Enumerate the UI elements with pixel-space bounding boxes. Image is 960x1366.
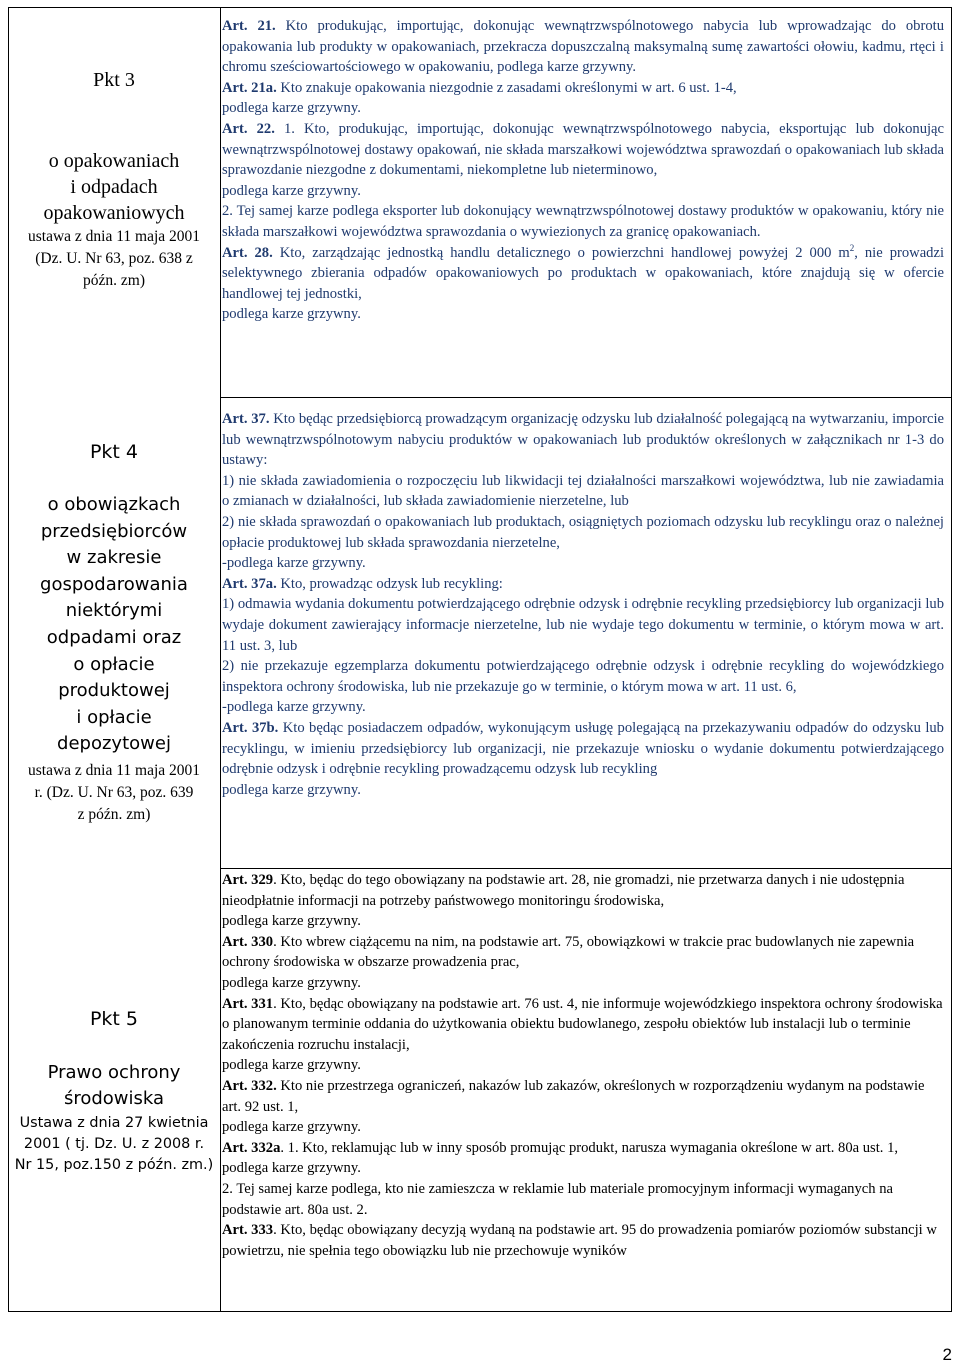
pkt4-citation: ustawa z dnia 11 maja 2001 r. (Dz. U. Nr 63, poz. 639 z późn. zm): [27, 761, 201, 823]
pkt3-title: o opakowaniach i odpadach opakowaniowych: [43, 150, 185, 224]
pkt3-block: [10, 68, 218, 292]
row-divider-1: [220, 397, 951, 398]
pkt4-heading: Pkt 4: [89, 441, 139, 463]
art-37b: Art. 37b. Kto będąc posiadaczem odpadów, wykonującym usługę polegającą na przekazywaniu odpadów do odzysku lub recyklingu, w imieniu przedsiębiorcy lub organizacji, nie przekazuje wniosku o wydanie dokumentu potwierdzającego odrębnie odzysk i odrębnie recykling prowadzącemu odzysk lub recykling: [222, 719, 944, 778]
pkt3-citation: ustawa z dnia 11 maja 2001 (Dz. U. Nr 63, poz. 638 z późn. zm): [27, 228, 201, 289]
pkt5-articles: Art. 329. Kto, będąc do tego obowiązany na podstawie art. 28, nie gromadzi, nie przetwarza danych i nie udostępnia nieodpłatnie informacji na potrzeby państwowego monitoringu środowiska, podlega karze grzywny. Art. 330. Kto wbrew ciążącemu na nim, na podstawie art. 75, obowiązkowi w trakcie prac budowlanych nie zapewnia ochrony środowiska w obszarze prowadzenia prac, podlega karze grzywny. Art. 331. Kto, będąc obowiązany na podstawie art. 76 ust. 4, nie informuje wojewódzkiego inspektora ochrony środowiska o planowanym terminie oddania do użytkowania obiektu budowlanego, zespołu obiektów lub instalacji lub o terminie zakończenia rozruchu instalacji, podlega karze grzywny. Art. 332. Kto nie przestrzega ograniczeń, nakazów lub zakazów, określonych w rozporządzeniu wydanym na podstawie art. 92 ust. 1, podlega karze grzywny. Art. 332a. 1. Kto, reklamując lub w inny sposób promując produkt, narusza wymagania określone w art. 80a ust. 1, podlega karze grzywny. 2. Tej samej karze podlega, kto nie zamieszcza w reklamie lub materiale promocyjnym informacji wymaganych na podstawie art. 80a ust. 2. Art. 333. Kto, będąc obowiązany decyzją wydaną na podstawie art. 95 do prowadzenia pomiarów poziomów substancji w powietrzu, nie spełnia tego obowiązku lub nie przechowuje wyników: [222, 870, 944, 1261]
art-333: Art. 333. Kto, będąc obowiązany decyzją wydaną na podstawie art. 95 do prowadzenia pomiarów poziomów substancji w powietrzu, nie spełnia tego obowiązku lub nie przechowuje wyników: [222, 1222, 937, 1259]
column-divider: [220, 8, 221, 1311]
pkt5-title: Prawo ochrony środowiska: [47, 1062, 181, 1109]
pkt4-title: o obowiązkach przedsiębiorców w zakresie gospodarowania niektórymi odpadami oraz o opłacie produktowej i opłacie depozytowej: [40, 494, 188, 755]
art-21a: Art. 21a. Kto znakuje opakowania niezgodnie z zasadami określonymi w art. 6 ust. 1-4, podlega karze grzywny.: [222, 79, 737, 117]
art-37a: Art. 37a. Kto, prowadząc odzysk lub recykling:: [222, 575, 503, 592]
pkt5-heading: Pkt 5: [89, 1008, 139, 1030]
art-332: Art. 332. Kto nie przestrzega ograniczeń, nakazów lub zakazów, określonych w rozporządzeniu wydanym na podstawie art. 92 ust. 1,: [222, 1077, 925, 1115]
pkt5-citation: Ustawa z dnia 27 kwietnia 2001 ( tj. Dz. U. z 2008 r. Nr 15, poz.150 z późn. zm.): [14, 1115, 214, 1173]
art-330: Art. 330. Kto wbrew ciążącemu na nim, na podstawie art. 75, obowiązkowi w trakcie prac budowlanych nie zapewnia ochrony środowiska w obszarze prowadzenia prac,: [222, 933, 915, 971]
pkt3-articles: Art. 21. Kto produkując, importując, dokonując wewnątrzwspólnotowego nabycia lub wprowadzając do obrotu opakowania lub produkty w opakowaniach, przekracza dopuszczalną maksymalną sumę zawartości ołowiu, kadmu, rtęci i chromu sześciowartościowego w opakowaniu, podlega karze grzywny. Art. 21a. Kto znakuje opakowania niezgodnie z zasadami określonymi w art. 6 ust. 1-4, podlega karze grzywny. Art. 22. 1. Kto, produkując, importując, dokonując wewnątrzwspólnotowego nabycia, eksportując lub dokonując wewnątrzwspólnotowej dostawy opakowań, nie składa marszałkowi województwa sprawozdań o opakowaniach lub składa sprawozdanie niezgodne z dokumentami, niekompletne lub nieterminowo, podlega karze grzywny. 2. Tej samej karze podlega eksporter lub dokonujący wewnątrzwspólnotowej dostawy produktów w opakowaniu, który nie składa marszałkowi województwa sprawozdania o wywiezionych za granicę opakowaniach. Art. 28. Kto, zarządzając jednostką handlu detalicznego o powierzchni handlowej powyżej 2 000 $m^2$, nie prowadzi selektywnego zbierania odpadów opakowaniowych po produktach w opakowaniach, które znajdują się w ofercie handlowej tej jednostki, podlega karze grzywny.: [222, 18, 944, 323]
pkt4-articles: Art. 37. Kto będąc przedsiębiorcą prowadzącym organizację odzysku lub działalność polegającą na wytwarzaniu, imporcie lub wewnątrzwspólnotowym nabyciu produktów w opakowaniach lub produktów określonych w załącznikach nr 1-3 do ustawy: 1) nie składa zawiadomienia o rozpoczęciu lub likwidacji tej działalności marszałkowi województwa, lub nie zawiadamia o zmianach w działalności, lub składa zawiadomienie nierzetelne, lub 2) nie składa sprawozdań o opakowaniach lub produktach, osiągniętych poziomach odzysku lub recyklingu oraz o należnej opłacie produktowej lub składa sprawozdania nierzetelne, -podlega karze grzywny. Art. 37a. Kto, prowadząc odzysk lub recykling: 1) odmawia wydania dokumentu potwierdzającego odrębnie odzysk i odrębnie recykling przedsiębiorcy lub organizacji lub wydaje dokument zawierający informacje nierzetelne, lub nie wydaje tego dokumentu w terminie, o którym mowa w art. 11 ust. 3, lub 2) nie przekazuje egzemplarza dokumentu potwierdzającego odrębnie odzysk i odrębnie recykling do wojewódzkiego inspektora ochrony środowiska, lub nie przekazuje go w terminie, o którym mowa w art. 11 ust. 6, -podlega karze grzywny. Art. 37b. Kto będąc posiadaczem odpadów, wykonującym usługę polegającą na przekazywaniu odpadów do odzysku lub recyklingu, w imieniu przedsiębiorcy lub organizacji, nie przekazuje wniosku o wydanie dokumentu potwierdzającego odrębnie odzysk i odrębnie recykling prowadzącemu odzysk lub recykling podlega karze grzywny.: [222, 411, 945, 798]
row-divider-2: [220, 868, 951, 869]
art-329: Art. 329. Kto, będąc do tego obowiązany na podstawie art. 28, nie gromadzi, nie przetwarza danych i nie udostępnia nieodpłatnie informacji na potrzeby państwowego monitoringu środowiska,: [222, 872, 905, 909]
art-22: Art. 22. 1. Kto, produkując, importując, dokonując wewnątrzwspólnotowego nabycia, eksportując lub dokonując wewnątrzwspólnotowej dostawy opakowań, nie składa marszałkowi województwa sprawozdań o opakowaniach lub składa sprawozdanie niezgodne z dokumentami, niekompletne lub nieterminowo,: [222, 120, 944, 179]
art-332a: Art. 332a. 1. Kto, reklamując lub w inny sposób promując produkt, narusza wymagania określone w art. 80a ust. 1,: [222, 1139, 899, 1156]
art-22-ust-2: 2. Tej samej karze podlega eksporter lub dokonujący wewnątrzwspólnotowej dostawy produktów w opakowaniu, który nie składa marszałkowi województwa sprawozdania o wywiezionych za granicę opakowaniach.: [222, 203, 944, 240]
page-number: 2: [942, 1345, 952, 1364]
pkt3-heading: Pkt 3: [93, 69, 135, 91]
art-37: Art. 37. Kto będąc przedsiębiorcą prowadzącym organizację odzysku lub działalność polegającą na wytwarzaniu, imporcie lub wewnątrzwspólnotowym nabyciu produktów w opakowaniach lub produktów określonych w załącznikach nr 1-3 do ustawy:: [222, 411, 945, 469]
art-21: Art. 21. Kto produkując, importując, dokonując wewnątrzwspólnotowego nabycia lub wprowadzając do obrotu opakowania lub produkty w opakowaniach, przekracza dopuszczalną maksymalną sumę zawartości ołowiu, kadmu, rtęci i chromu sześciowartościowego w opakowaniu, podlega karze grzywny.: [222, 18, 944, 76]
art-28: Art. 28. Kto, zarządzając jednostką handlu detalicznego o powierzchni handlowej powyżej 2 000 $m^2$, nie prowadzi selektywnego zbierania odpadów opakowaniowych po produktach w opakowaniach, które znajdują się w ofercie handlowej tej jednostki,: [222, 242, 944, 302]
pkt5-block: [10, 1007, 218, 1176]
art-331: Art. 331. Kto, będąc obowiązany na podstawie art. 76 ust. 4, nie informuje wojewódzkiego inspektora ochrony środowiska o planowanym terminie oddania do użytkowania obiektu budowlanego, zespołu obiektów lub instalacji lub o terminie zakończenia rozruchu instalacji,: [222, 995, 943, 1053]
pkt4-block: [10, 440, 218, 826]
